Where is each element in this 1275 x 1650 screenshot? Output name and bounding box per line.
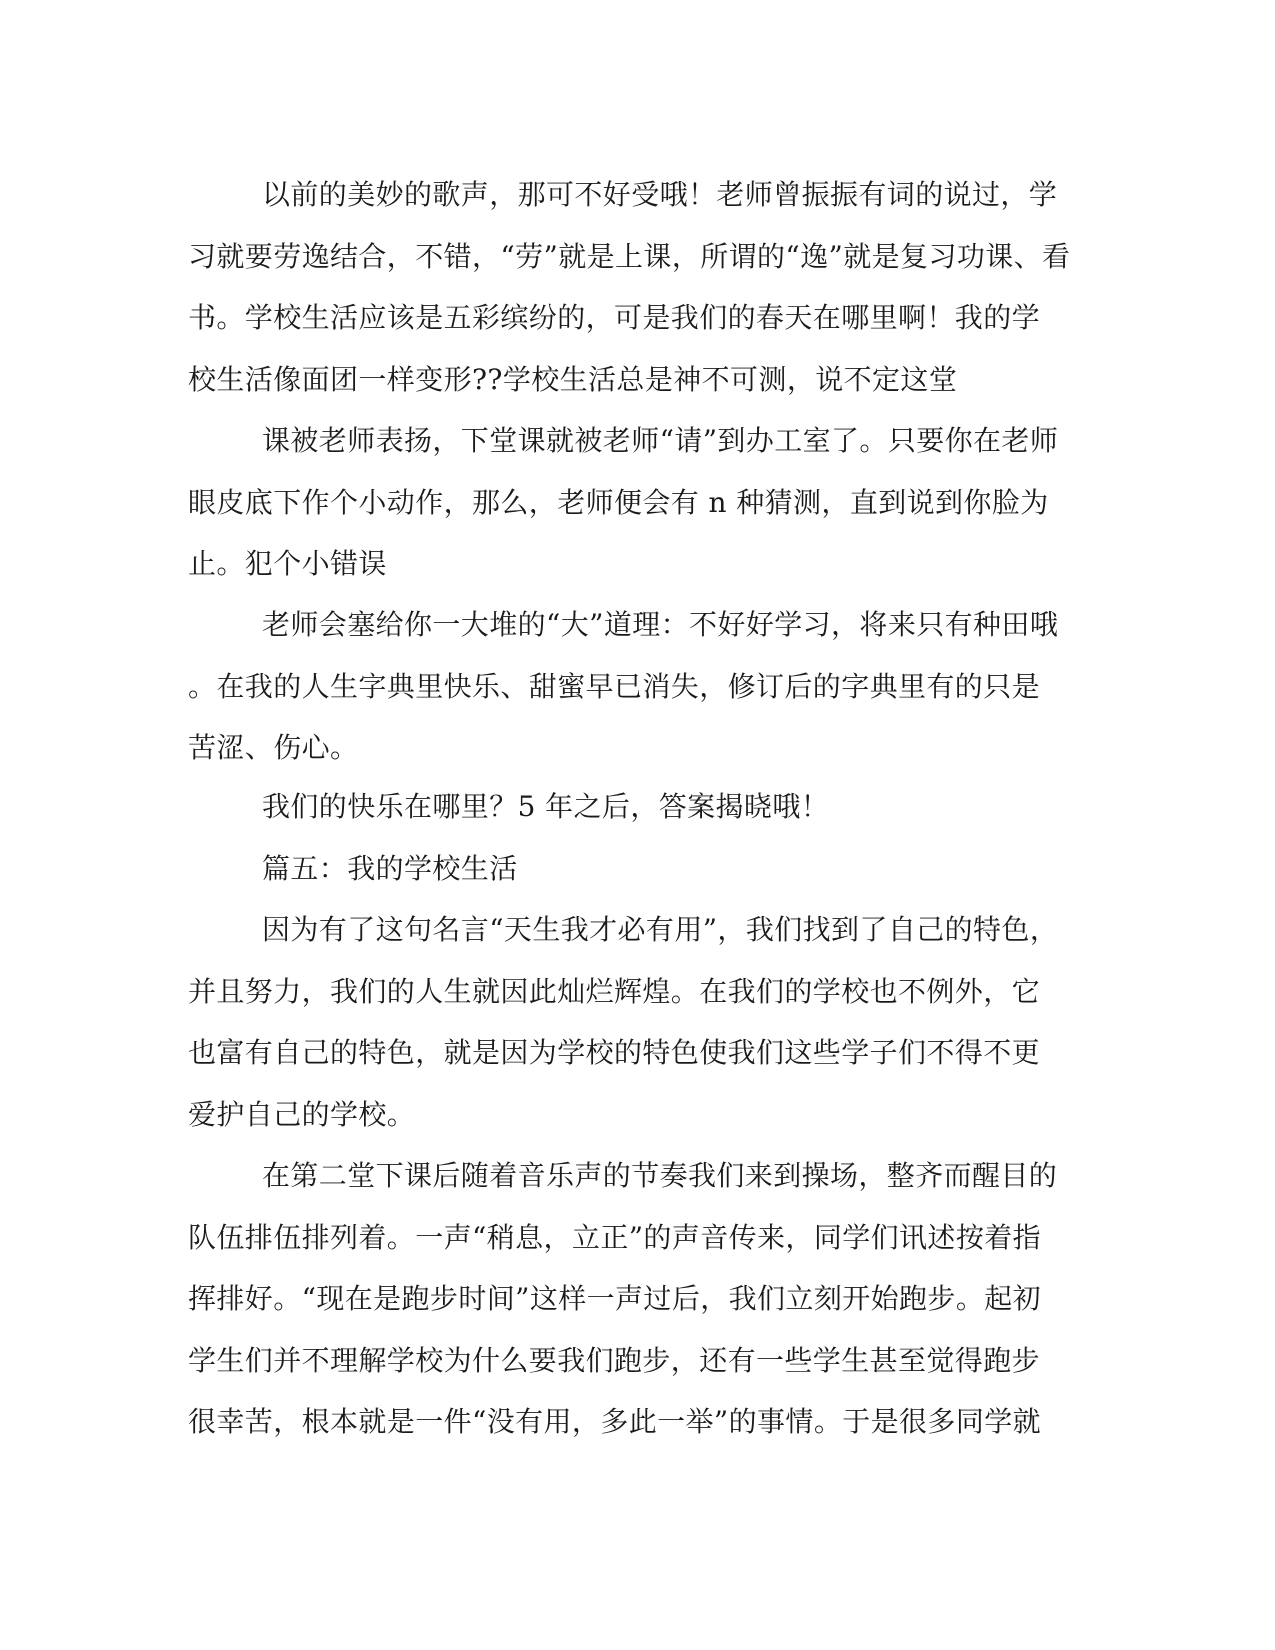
text-line: 课被老师表扬，下堂课就被老师“请”到办工室了。只要你在老师 <box>262 424 1059 457</box>
paragraph <box>188 1145 1088 1453</box>
text-line: 挥排好。“现在是跑步时间”这样一声过后，我们立刻开始跑步。起初 <box>188 1282 1042 1315</box>
text-line: 并且努力，我们的人生就因此灿烂辉煌。在我们的学校也不例外，它 <box>188 974 1041 1008</box>
text-line: 以前的美妙的歌声，那可不好受哦！老师曾振振有词的说过，学 <box>262 178 1058 211</box>
text-line: 我们的快乐在哪里？5 年之后，答案揭晓哦！ <box>262 790 830 823</box>
text-line: 。在我的人生字典里快乐、甜蜜早已消失，修订后的字典里有的只是 <box>188 669 1041 703</box>
paragraph <box>188 899 1088 1145</box>
text-line: 爱护自己的学校。 <box>188 1097 416 1131</box>
text-line: 老师会塞给你一大堆的“大”道理：不好好学习，将来只有种田哦 <box>262 608 1059 641</box>
text-line: 因为有了这句名言“天生我才必有用”，我们找到了自己的特色， <box>262 913 1059 946</box>
paragraph <box>188 594 1088 779</box>
text-line: 苦涩、伤心。 <box>188 731 359 764</box>
text-line: 也富有自己的特色，就是因为学校的特色使我们这些学子们不得不更 <box>188 1036 1041 1069</box>
text-line: 队伍排伍排列着。一声“稍息，立正”的声音传来，同学们讯述按着指 <box>188 1220 1042 1254</box>
text-line: 篇五：我的学校生活 <box>262 852 518 885</box>
text-line: 书。学校生活应该是五彩缤纷的，可是我们的春天在哪里啊！我的学 <box>188 301 1041 334</box>
text-line: 很幸苦，根本就是一件“没有用，多此一举”的事情。于是很多同学就 <box>188 1405 1042 1438</box>
text-line: 在第二堂下课后随着音乐声的节奏我们来到操场，整齐而醒目的 <box>262 1159 1058 1192</box>
text-line: 校生活像面团一样变形??学校生活总是神不可测，说不定这堂 <box>188 362 958 396</box>
paragraph <box>188 776 1088 838</box>
paragraph <box>188 410 1088 595</box>
text-line: 学生们并不理解学校为什么要我们跑步，还有一些学生甚至觉得跑步 <box>188 1343 1041 1377</box>
paragraph <box>188 164 1088 410</box>
text-line: 止。犯个小错误 <box>188 547 387 580</box>
text-line: 眼皮底下作个小动作，那么，老师便会有 n 种猜测，直到说到你脸为 <box>188 485 1049 519</box>
text-line: 习就要劳逸结合，不错，“劳”就是上课，所谓的“逸”就是复习功课、看 <box>188 239 1071 273</box>
section-heading <box>188 838 1088 900</box>
